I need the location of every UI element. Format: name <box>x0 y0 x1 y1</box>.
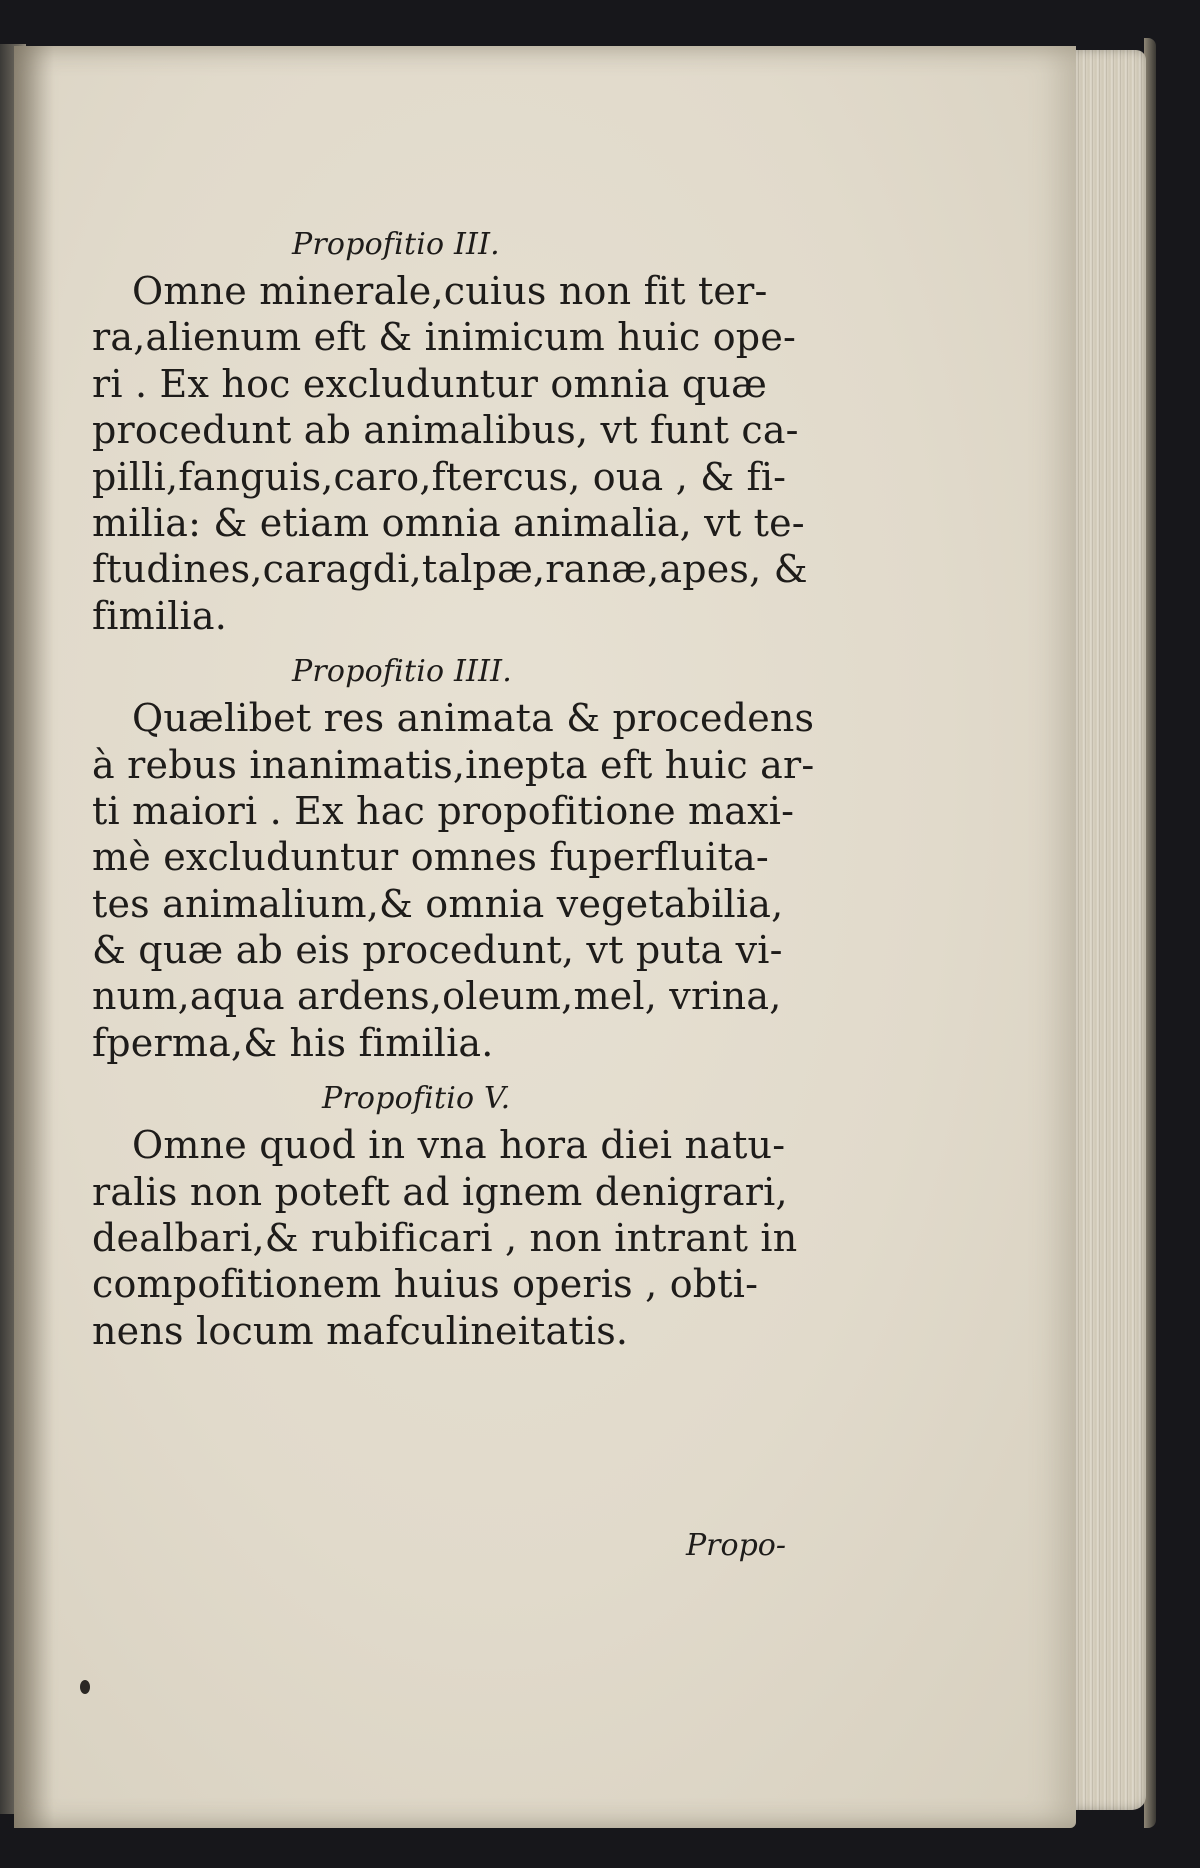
text-line: ti maiori . Ex hac propofitione maxi- <box>92 788 795 833</box>
text-line: num,aqua ardens,oleum,mel, vrina, <box>92 974 782 1019</box>
text-line: tes animalium,& omnia vegetabilia, <box>92 881 784 926</box>
section-heading: Propofitio III. <box>292 227 500 262</box>
text-line: ra,alienum eft & inimicum huic ope- <box>92 315 797 360</box>
text-line: nens locum mafculineitatis. <box>92 1308 629 1353</box>
text-line: compofitionem huius operis , obti- <box>92 1262 759 1307</box>
text-line: & quæ ab eis procedunt, vt puta vi- <box>92 928 783 973</box>
text-line: milia: & etiam omnia animalia, vt te- <box>92 500 805 545</box>
text-line: dealbari,& rubificari , non intrant in <box>92 1216 798 1261</box>
text-line: procedunt ab animalibus, vt funt ca- <box>92 408 799 453</box>
gutter-shadow <box>14 46 54 1828</box>
text-line: ralis non poteft ad ignem denigrari, <box>92 1169 788 1214</box>
text-line: fperma,& his fimilia. <box>92 1020 494 1065</box>
text-line: mè excluduntur omnes fuperfluita- <box>92 835 769 880</box>
catchword: Propo- <box>686 1528 786 1563</box>
text-line: ftudines,caragdi,talpæ,ranæ,apes, & <box>92 547 808 592</box>
section-heading: Propofitio V. <box>322 1081 511 1117</box>
text-line: fimilia. <box>92 593 228 638</box>
text-line: ri . Ex hoc excluduntur omnia quæ <box>92 361 767 406</box>
page-text <box>92 222 815 1354</box>
text-line: Omne minerale,cuius non fit ter- <box>132 269 768 313</box>
text-line: Omne quod in vna hora diei natu- <box>132 1123 786 1168</box>
text-line: à rebus inanimatis,inepta eft huic ar- <box>92 742 815 787</box>
text-line: pilli,fanguis,caro,ftercus, oua , & fi- <box>92 454 787 499</box>
ink-blemish <box>80 1680 90 1694</box>
page-fore-edge <box>1072 50 1146 1810</box>
text-line: Quælibet res animata & procedens <box>132 696 815 741</box>
section-heading: Propofitio IIII. <box>292 654 512 690</box>
